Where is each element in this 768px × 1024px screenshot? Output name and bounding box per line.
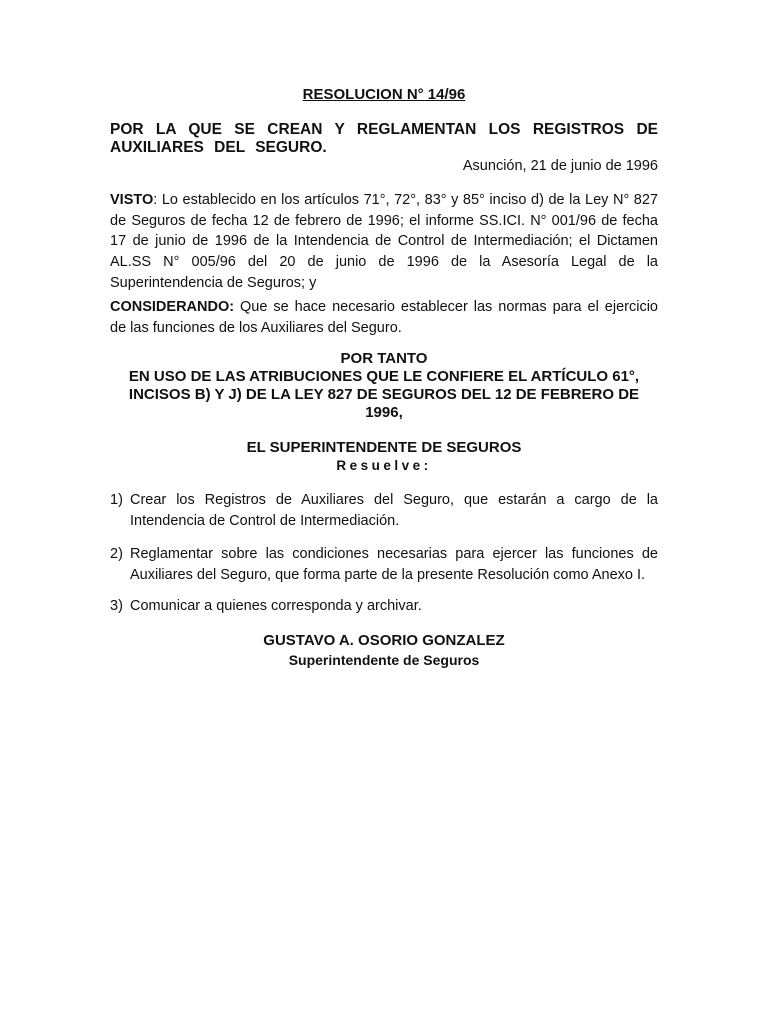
item-text: Comunicar a quienes corresponda y archivar. (130, 598, 422, 614)
item-text: Reglamentar sobre las condiciones necesarias para ejercer las funciones de Auxiliares del Seguro, que forma parte de la presente Resolución como Anexo I. (130, 546, 658, 583)
considerando-label: CONSIDERANDO: (110, 299, 235, 315)
item-text: Crear los Registros de Auxiliares del Seguro, que estarán a cargo de la Intendencia de Control de Intermediación. (130, 492, 658, 529)
considerando-text: Que se hace necesario establecer las normas para el ejercicio de las funciones de los Auxiliares del Seguro. (110, 299, 658, 336)
visto-label: VISTO (110, 192, 154, 208)
document-heading: POR LA QUE SE CREAN Y REGLAMENTAN LOS REGISTROS DE AUXILIARES DEL SEGURO. (110, 121, 658, 156)
item-number: 3) (110, 598, 123, 614)
por-tanto: POR TANTO (340, 350, 428, 367)
visto-text: : Lo establecido en los artículos 71°, 72°, 83° y 85° inciso d) de la Ley N° 827 de Seguros de fecha 12 de febrero de 1996; el informe SS.ICI. N° 001/96 de fecha 17 de junio de 1996 de la Intendencia de Control de Intermediación; el Dictamen AL.SS N° 005/96 del 20 de junio de 1996 de la Asesoría Legal de la Superintendencia de Seguros; y (110, 192, 658, 291)
item-number: 1) (110, 492, 123, 508)
atribuciones: EN USO DE LAS ATRIBUCIONES QUE LE CONFIERE EL ARTÍCULO 61°, INCISOS B) Y J) DE LA LEY 827 DE SEGUROS DEL 12 DE FEBRERO DE 1996, (128, 368, 640, 421)
visto-paragraph (110, 190, 658, 294)
document-title: RESOLUCION N° 14/96 (302, 86, 466, 103)
list-item (110, 544, 658, 585)
list-item (110, 596, 658, 617)
signatory-role: Superintendente de Seguros (288, 652, 480, 668)
authority: EL SUPERINTENDENTE DE SEGUROS (246, 439, 522, 456)
place-date: Asunción, 21 de junio de 1996 (462, 158, 658, 174)
resuelve: Resuelve: (336, 458, 432, 473)
signatory-name: GUSTAVO A. OSORIO GONZALEZ (263, 632, 505, 649)
item-number: 2) (110, 546, 123, 562)
list-item (110, 490, 658, 531)
considerando-paragraph (110, 297, 658, 338)
